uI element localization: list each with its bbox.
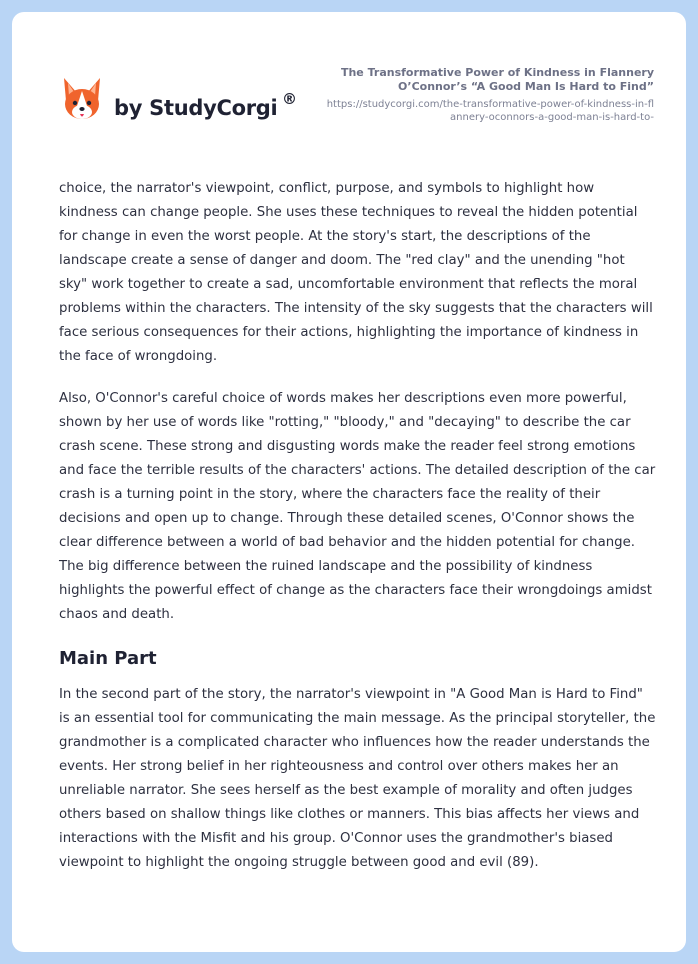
- document-meta: [324, 66, 654, 124]
- brand-name: by StudyCorgi: [114, 96, 278, 120]
- essay-content: [59, 177, 656, 893]
- paragraph: In the second part of the story, the narrator's viewpoint in "A Good Man is Hard to Find" is an essential tool for communicating the main message. As the principal storyteller, the grandmother is a complicated character who influences how the reader understands the events. Her strong belief in her righteousness and control over others makes her an unreliable narrator. She sees herself as the best example of morality and often judges others based on shallow things like clothes or manners. This bias affects her views and interactions with the Misfit and his group. O'Connor uses the grandmother's biased viewpoint to highlight the ongoing struggle between good and evil (89).: [59, 687, 656, 870]
- corgi-icon: [60, 76, 104, 124]
- page-header: [12, 12, 686, 152]
- document-url[interactable]: https://studycorgi.com/the-transformative-power-of-kindness-in-flannery-oconnors-a-good-man-is-hard-to-: [326, 99, 654, 123]
- paragraph: Also, O'Connor's careful choice of words makes her descriptions even more powerful, shown by her use of words like "rotting," "bloody," and "decaying" to describe the car crash scene. These strong and disgusting words make the reader feel strong emotions and face the terrible results of the characters' actions. The detailed description of the car crash is a turning point in the story, where the characters face the reality of their decisions and open up to change. Through these detailed scenes, O'Connor shows the clear difference between a world of bad behavior and the hidden potential for change. The big difference between the ruined landscape and the possibility of kindness highlights the powerful effect of change as the characters face their wrongdoings amidst chaos and death.: [59, 391, 656, 622]
- document-title: The Transformative Power of Kindness in Flannery O’Connor’s “A Good Man Is Hard to Find”: [340, 66, 654, 93]
- registered-mark: ®: [282, 90, 297, 108]
- document-page: [12, 12, 686, 952]
- section-heading: Main Part: [59, 648, 157, 669]
- paragraph: choice, the narrator's viewpoint, conflict, purpose, and symbols to highlight how kindness can change people. She uses these techniques to reveal the hidden potential for change in even the worst people. At the story's start, the descriptions of the landscape create a sense of danger and doom. The "red clay" and the unending "hot sky" work together to create a sad, uncomfortable environment that reflects the moral problems within the characters. The intensity of the sky suggests that the characters will face serious consequences for their actions, highlighting the importance of kindness in the face of wrongdoing.: [59, 181, 653, 364]
- studycorgi-logo[interactable]: [60, 76, 320, 126]
